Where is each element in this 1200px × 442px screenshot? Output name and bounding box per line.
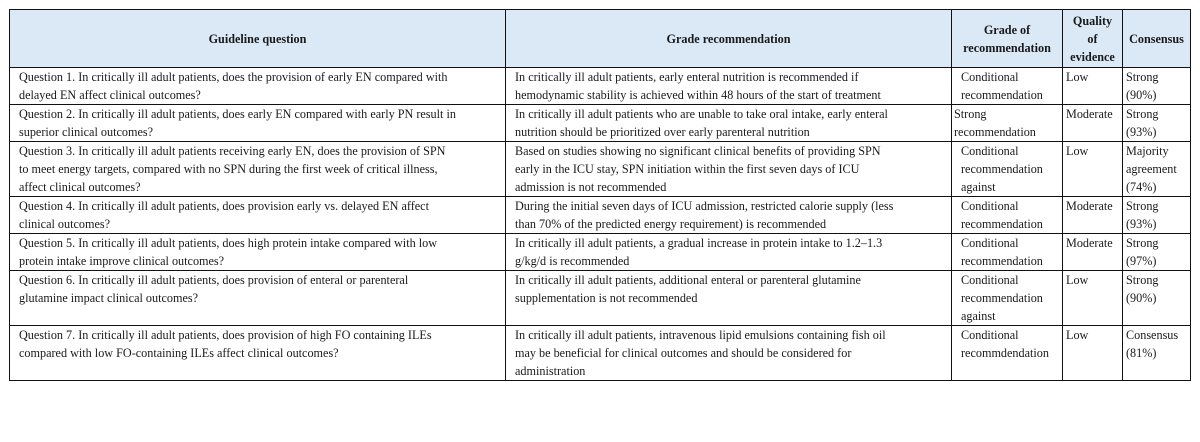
cell-consensus: Consensus (81%) (1123, 326, 1191, 381)
table-row (10, 197, 1191, 234)
cell-question: Question 1. In critically ill adult patients, does the provision of early EN compared with delayed EN affect clinical outcomes? (10, 68, 506, 105)
cell-recommendation: In critically ill adult patients, early enteral nutrition is recommended if hemodynamic stability is achieved within 48 hours of the start of treatment (506, 68, 952, 105)
cell-quality: Low (1063, 271, 1123, 326)
cell-consensus: Strong (97%) (1123, 234, 1191, 271)
cell-question: Question 2. In critically ill adult patients, does early EN compared with early PN result in superior clinical outcomes? (10, 105, 506, 142)
cell-grade: Conditional recommendation (952, 197, 1063, 234)
cell-question: Question 3. In critically ill adult patients receiving early EN, does the provision of SPN to meet energy targets, compared with no SPN during the first week of critical illness, affect clinical outcomes? (10, 142, 506, 197)
table-row (10, 142, 1191, 197)
cell-grade: Conditional recommendation (952, 68, 1063, 105)
cell-quality: Low (1063, 68, 1123, 105)
cell-recommendation: Based on studies showing no significant clinical benefits of providing SPN early in the ICU stay, SPN initiation within the first seven days of ICU admission is not recommended (506, 142, 952, 197)
cell-consensus: Strong (93%) (1123, 197, 1191, 234)
table-row (10, 68, 1191, 105)
cell-consensus: Strong (93%) (1123, 105, 1191, 142)
cell-grade: Conditional recommendation against (952, 271, 1063, 326)
header-row (10, 10, 1191, 68)
cell-question: Question 6. In critically ill adult patients, does provision of enteral or parenteral glutamine impact clinical outcomes? (10, 271, 506, 326)
table-header (10, 10, 1191, 68)
header-quality-of-evidence: Quality of evidence (1063, 10, 1123, 68)
table-row (10, 326, 1191, 381)
guideline-table (9, 9, 1191, 381)
cell-recommendation: In critically ill adult patients, intravenous lipid emulsions containing fish oil may be beneficial for clinical outcomes and should be considered for administration (506, 326, 952, 381)
cell-quality: Moderate (1063, 234, 1123, 271)
cell-quality: Moderate (1063, 197, 1123, 234)
table-row (10, 234, 1191, 271)
cell-grade: Conditional recommendation against (952, 142, 1063, 197)
header-consensus: Consensus (1123, 10, 1191, 68)
header-grade-recommendation: Grade recommendation (506, 10, 952, 68)
cell-grade: Conditional recommdendation (952, 326, 1063, 381)
table-row (10, 105, 1191, 142)
cell-question: Question 5. In critically ill adult patients, does high protein intake compared with low protein intake improve clinical outcomes? (10, 234, 506, 271)
cell-recommendation: In critically ill adult patients, a gradual increase in protein intake to 1.2–1.3 g/kg/d is recommended (506, 234, 952, 271)
cell-consensus: Strong (90%) (1123, 271, 1191, 326)
cell-question: Question 7. In critically ill adult patients, does provision of high FO containing ILEs compared with low FO-containing ILEs affect clinical outcomes? (10, 326, 506, 381)
cell-question: Question 4. In critically ill adult patients, does provision early vs. delayed EN affect clinical outcomes? (10, 197, 506, 234)
cell-grade: Strong recommendation (952, 105, 1063, 142)
table-body (10, 68, 1191, 381)
cell-consensus: Majority agreement (74%) (1123, 142, 1191, 197)
table-row (10, 271, 1191, 326)
cell-quality: Low (1063, 326, 1123, 381)
cell-recommendation: During the initial seven days of ICU admission, restricted calorie supply (less than 70% of the predicted energy requirement) is recommended (506, 197, 952, 234)
cell-recommendation: In critically ill adult patients, additional enteral or parenteral glutamine supplementation is not recommended (506, 271, 952, 326)
cell-recommendation: In critically ill adult patients who are unable to take oral intake, early enteral nutrition should be prioritized over early parenteral nutrition (506, 105, 952, 142)
cell-quality: Moderate (1063, 105, 1123, 142)
guideline-table-container (9, 9, 1191, 381)
cell-quality: Low (1063, 142, 1123, 197)
cell-consensus: Strong (90%) (1123, 68, 1191, 105)
cell-grade: Conditional recommendation (952, 234, 1063, 271)
header-grade-of-recommendation: Grade of recommendation (952, 10, 1063, 68)
header-guideline-question: Guideline question (10, 10, 506, 68)
